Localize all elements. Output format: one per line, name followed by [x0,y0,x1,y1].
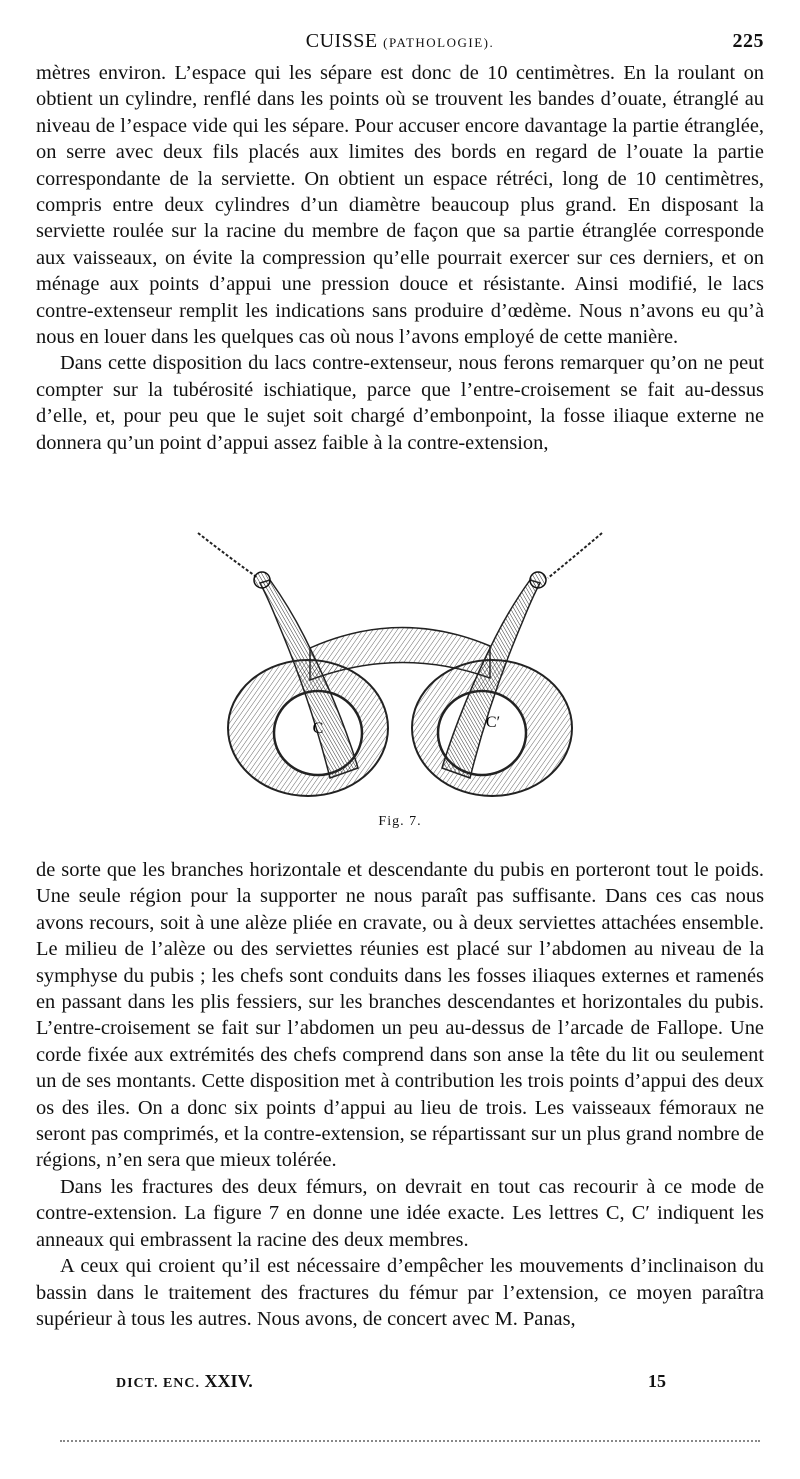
paragraph: de sorte que les branches horizontale et descendante du pubis en porteront tout le poids. Une seule région pour la supporter ne nous paraît pas suffisante. Dans ces cas nous avons recours, soit à une alèze pliée en cravate, ou à deux serviettes attachées ensemble. Le milieu de l’alèze ou des serviettes réunies est placé sur l’abdomen au niveau de la symphyse du pubis ; les chefs sont conduits dans les fosses iliaques externes et ramenés en passant dans les plis fessiers, sur les branches descendantes et horizontales du pubis. L’entre-croisement se fait sur l’abdomen un peu au-dessus de l’arcade de Fallope. Une corde fixée aux extrémités des chefs comprend dans son anse la tête du lit ou seulement un de ses montants. Cette disposition met à contribution les trois points d’appui des deux os des iles. On a donc six points d’appui au lieu de trois. Les vaisseaux fémoraux ne seront pas comprimés, et la contre-extension, se répartissant sur un plus grand nombre de régions, n’en sera que mieux tolérée. [36,859,764,1172]
left-cord [198,533,258,578]
right-cord [548,533,602,578]
sheet-number: 15 [648,1371,666,1391]
signature-mark [116,1371,253,1392]
page-footer [116,1371,696,1399]
paragraph: Dans les fractures des deux fémurs, on devrait en tout cas recourir à ce mode de contre-extension. La figure 7 en donne une idée exacte. Les lettres C, C′ indiquent les anneaux qui embrassent la racine des deux membres. [36,1175,764,1251]
running-header [36,26,764,56]
running-title-main: CUISSE [305,30,378,52]
page-number: 225 [732,30,764,52]
figure-caption: Fig. 7. [378,814,422,829]
running-title [36,30,764,53]
text-block-bottom [36,857,764,1332]
volume-number: XXIV. [204,1371,253,1391]
right-knot [530,572,546,588]
running-title-subtitle: (PATHOLOGIE). [383,35,495,50]
bleed-through-line [60,1440,760,1444]
paragraph: A ceux qui croient qu’il est nécessaire d’empêcher les mouvements d’inclinaison du bassin dans le traitement des fractures du fémur par l’extension, ce moyen paraîtra supérieur à tous les autres. Nous avons, de concert avec M. Panas, [36,1255,764,1330]
figure-7-illustration [190,528,610,828]
paragraph: mètres environ. L’espace qui les sépare est donc de 10 centimètres. En la roulant on obtient un cylindre, renflé dans les points où se trouvent les bandes d’ouate, étranglé au niveau de l’espace vide qui les sépare. Pour accuser encore davantage la partie étranglée, on serre avec deux fils placés aux limites des bords en regard de l’ouate la partie correspondante de la serviette. On obtient un espace rétréci, long de 10 centimètres, compris entre deux cylindres d’un diamètre beaucoup plus grand. En disposant la serviette roulée sur la racine du membre de façon que sa partie étranglée corresponde aux vaisseaux, on évite la compression qu’elle pourrait exercer sur ces derniers, et on ménage aux points d’appui une pression douce et résistante. Ainsi modifié, le lacs contre-extenseur remplit les indications sans produire d’œdème. Nous n’avons eu qu’à nous en louer dans les quelques cas où nous l’avons employé de cette manière. [36,62,764,349]
left-knot [254,572,270,588]
text-block-top [36,60,764,456]
label-c: C [312,720,324,737]
label-c-prime: C′ [485,714,501,731]
paragraph: Dans cette disposition du lacs contre-extenseur, nous ferons remarquer qu’on ne peut compter sur la tubérosité ischiatique, parce que l’entre-croisement se fait au-dessus d’elle, et, pour peu que le sujet soit chargé d’embonpoint, la fosse iliaque externe ne donnera qu’un point d’appui assez faible à la contre-extension, [36,352,764,454]
signature-abbrev: DICT. ENC. [116,1376,201,1391]
